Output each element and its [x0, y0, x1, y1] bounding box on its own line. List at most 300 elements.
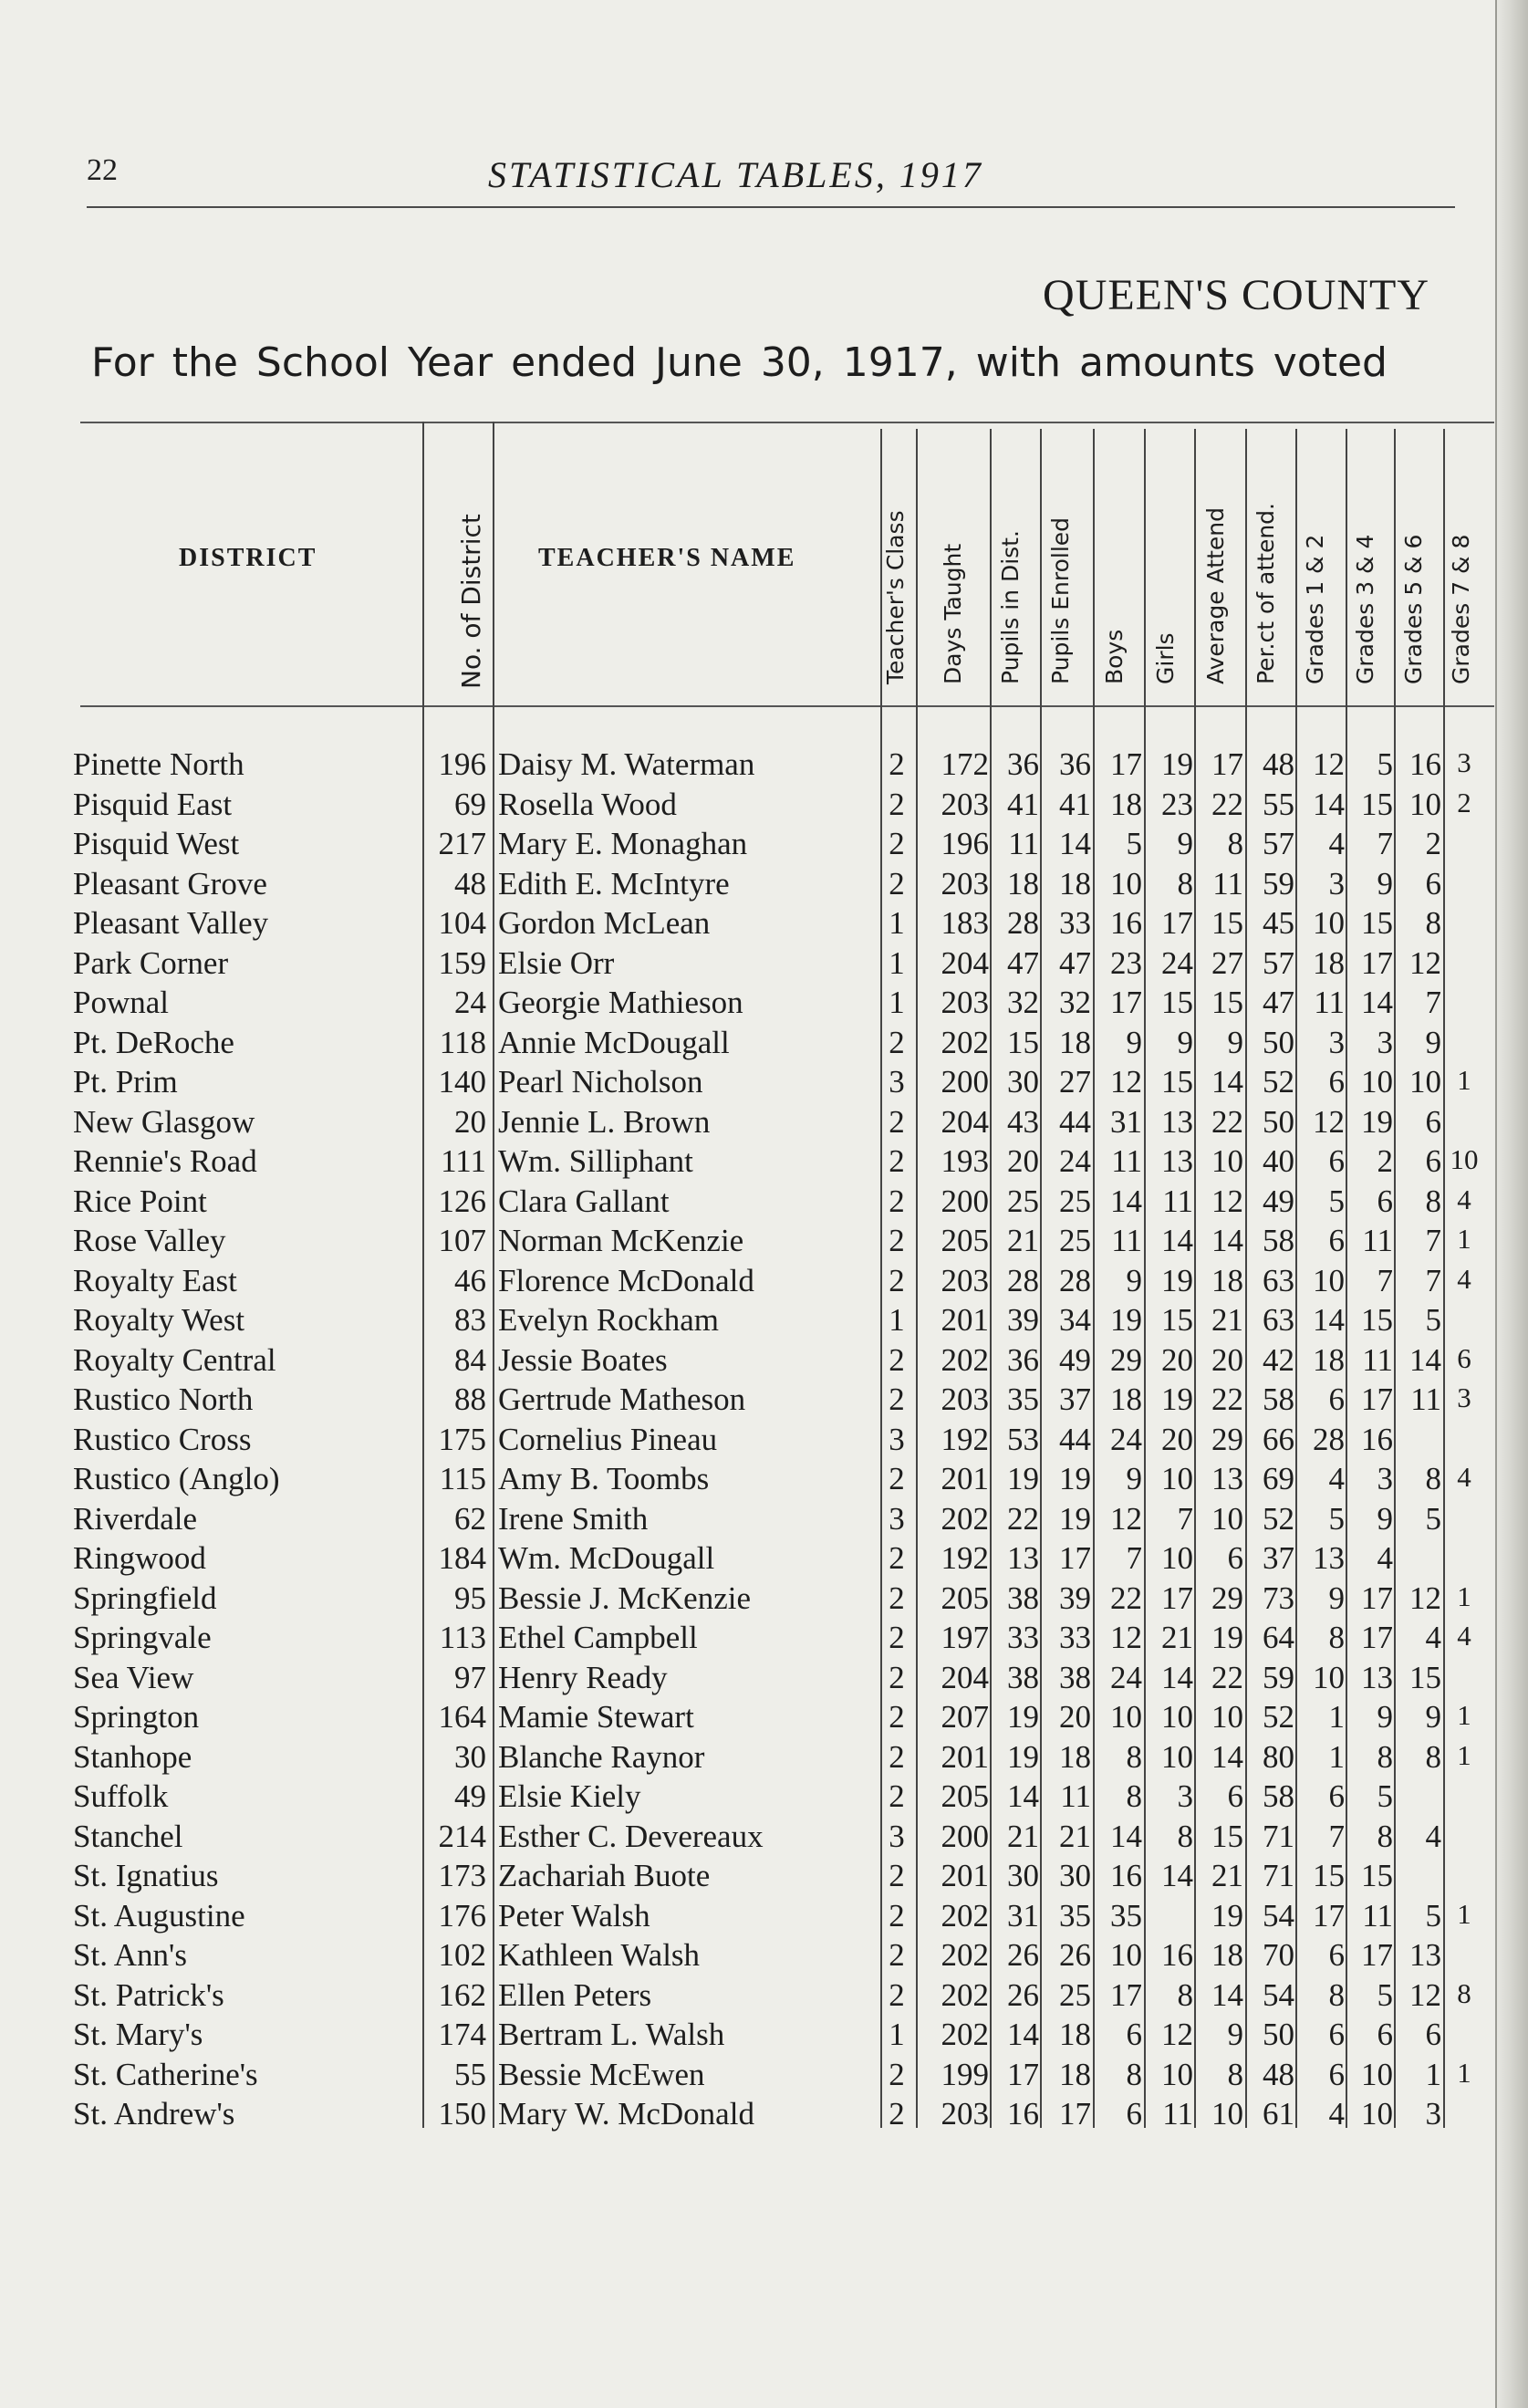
cell-grades-7-8: 3	[1457, 746, 1471, 778]
cell-days-taught: 203	[941, 985, 989, 1020]
cell-grades-1-2: 6	[1328, 1381, 1345, 1417]
cell-teachers-class: 2	[889, 1778, 905, 1814]
table-row	[0, 787, 1528, 826]
cell-no-of-district: 104	[438, 905, 486, 941]
cell-teachers-class: 2	[889, 1024, 905, 1060]
cell-boys: 16	[1110, 905, 1142, 941]
cell-percent-attend: 48	[1263, 2056, 1294, 2092]
column-girls: Girls	[1152, 632, 1179, 684]
cell-grades-1-2: 12	[1313, 1103, 1345, 1140]
cell-days-taught: 183	[941, 905, 989, 941]
cell-grades-5-6: 13	[1409, 1937, 1441, 1973]
table-row	[0, 1104, 1528, 1143]
cell-grades-3-4: 10	[1361, 2096, 1393, 2132]
cell-grades-5-6: 6	[1425, 2017, 1441, 2052]
cell-grades-7-8: 1	[1457, 2056, 1471, 2089]
column-grades-1-2: Grades 1 & 2	[1302, 534, 1328, 684]
column-boys: Boys	[1101, 629, 1128, 684]
cell-no-of-district: 150	[438, 2096, 486, 2132]
cell-grades-3-4: 6	[1377, 1183, 1393, 1219]
cell-pupils-in-dist: 19	[1007, 1699, 1039, 1735]
cell-girls: 15	[1161, 985, 1193, 1020]
cell-girls: 8	[1177, 1818, 1193, 1854]
cell-pupils-enrolled: 26	[1059, 1937, 1091, 1973]
cell-average-attend: 27	[1211, 944, 1243, 981]
cell-no-of-district: 20	[454, 1103, 486, 1140]
cell-boys: 9	[1126, 1461, 1142, 1496]
cell-teachers-class: 2	[889, 1540, 905, 1576]
cell-grades-3-4: 9	[1377, 1699, 1393, 1735]
cell-grades-5-6: 9	[1425, 1024, 1441, 1060]
cell-grades-3-4: 9	[1377, 865, 1393, 902]
cell-average-attend: 14	[1211, 1738, 1243, 1775]
cell-girls: 10	[1161, 1461, 1193, 1496]
cell-days-taught: 200	[941, 1818, 989, 1854]
cell-no-of-district: 173	[438, 1858, 486, 1893]
cell-days-taught: 207	[941, 1699, 989, 1735]
cell-percent-attend: 47	[1263, 985, 1294, 1020]
cell-grades-1-2: 7	[1328, 1818, 1345, 1854]
cell-boys: 17	[1110, 1976, 1142, 2013]
cell-pupils-enrolled: 28	[1059, 1262, 1091, 1298]
cell-grades-5-6: 8	[1425, 1461, 1441, 1496]
cell-pupils-enrolled: 18	[1059, 2056, 1091, 2092]
cell-grades-5-6: 7	[1425, 1223, 1441, 1258]
table-row	[0, 866, 1528, 905]
cell-grades-5-6: 5	[1425, 1897, 1441, 1934]
table-row	[0, 1540, 1528, 1579]
cell-no-of-district: 162	[438, 1976, 486, 2013]
cell-grades-3-4: 17	[1361, 1937, 1393, 1973]
column-days-taught: Days Taught	[940, 543, 966, 684]
cell-boys: 8	[1126, 2056, 1142, 2092]
cell-percent-attend: 45	[1263, 905, 1294, 941]
cell-no-of-district: 102	[438, 1937, 486, 1973]
cell-days-taught: 202	[941, 2017, 989, 2052]
cell-boys: 12	[1110, 1620, 1142, 1655]
table-row	[0, 1064, 1528, 1103]
cell-grades-3-4: 5	[1377, 1778, 1393, 1814]
cell-grades-3-4: 5	[1377, 1976, 1393, 2013]
cell-teacher-name: Florence McDonald	[498, 1262, 754, 1298]
cell-pupils-enrolled: 38	[1059, 1659, 1091, 1695]
table-row	[0, 1898, 1528, 1937]
column-pupils-in-dist: Pupils in Dist.	[997, 530, 1024, 684]
cell-percent-attend: 54	[1263, 1976, 1294, 2013]
cell-district: St. Mary's	[73, 2017, 203, 2052]
cell-grades-3-4: 19	[1361, 1103, 1393, 1140]
cell-pupils-enrolled: 35	[1059, 1897, 1091, 1934]
cell-grades-5-6: 8	[1425, 1183, 1441, 1219]
cell-no-of-district: 83	[454, 1302, 486, 1338]
cell-pupils-in-dist: 28	[1007, 1262, 1039, 1298]
cell-teachers-class: 2	[889, 1620, 905, 1655]
cell-boys: 31	[1110, 1103, 1142, 1140]
cell-teachers-class: 2	[889, 746, 905, 782]
table-row	[0, 1143, 1528, 1183]
cell-pupils-in-dist: 32	[1007, 985, 1039, 1020]
cell-teacher-name: Edith E. McIntyre	[498, 865, 730, 902]
cell-grades-5-6: 6	[1425, 1103, 1441, 1140]
cell-boys: 7	[1126, 1540, 1142, 1576]
cell-teacher-name: Wm. Silliphant	[498, 1143, 693, 1179]
cell-grades-1-2: 17	[1313, 1897, 1345, 1934]
cell-grades-1-2: 18	[1313, 1341, 1345, 1378]
cell-no-of-district: 174	[438, 2017, 486, 2052]
cell-percent-attend: 48	[1263, 746, 1294, 782]
cell-district: Rose Valley	[73, 1223, 226, 1258]
cell-girls: 10	[1161, 1540, 1193, 1576]
cell-grades-7-8: 10	[1450, 1143, 1479, 1175]
cell-pupils-enrolled: 18	[1059, 1738, 1091, 1775]
cell-girls: 14	[1161, 1858, 1193, 1893]
cell-teachers-class: 1	[889, 2017, 905, 2052]
table-row	[0, 1501, 1528, 1540]
table-row	[0, 1381, 1528, 1421]
cell-district: St. Augustine	[73, 1897, 245, 1934]
cell-boys: 10	[1110, 865, 1142, 902]
cell-boys: 6	[1126, 2017, 1142, 2052]
cell-pupils-enrolled: 34	[1059, 1302, 1091, 1338]
cell-grades-5-6: 8	[1425, 905, 1441, 941]
cell-grades-1-2: 5	[1328, 1500, 1345, 1537]
cell-teacher-name: Georgie Mathieson	[498, 985, 743, 1020]
cell-pupils-enrolled: 44	[1059, 1103, 1091, 1140]
cell-days-taught: 203	[941, 786, 989, 822]
cell-grades-3-4: 7	[1377, 1262, 1393, 1298]
cell-teacher-name: Wm. McDougall	[498, 1540, 715, 1576]
cell-days-taught: 200	[941, 1064, 989, 1100]
cell-average-attend: 18	[1211, 1937, 1243, 1973]
cell-grades-5-6: 10	[1409, 1064, 1441, 1100]
cell-average-attend: 17	[1211, 746, 1243, 782]
cell-teachers-class: 2	[889, 1738, 905, 1775]
cell-boys: 11	[1111, 1143, 1142, 1179]
cell-pupils-in-dist: 11	[1008, 826, 1039, 861]
cell-no-of-district: 164	[438, 1699, 486, 1735]
page-number: 22	[87, 153, 118, 187]
cell-no-of-district: 217	[438, 826, 486, 861]
cell-days-taught: 202	[941, 1937, 989, 1973]
cell-average-attend: 14	[1211, 1064, 1243, 1100]
cell-grades-1-2: 6	[1328, 1143, 1345, 1179]
cell-teacher-name: Zachariah Buote	[498, 1858, 711, 1893]
cell-pupils-in-dist: 41	[1007, 786, 1039, 822]
cell-grades-1-2: 6	[1328, 2017, 1345, 2052]
cell-pupils-in-dist: 19	[1007, 1738, 1039, 1775]
cell-pupils-enrolled: 41	[1059, 786, 1091, 822]
cell-grades-1-2: 18	[1313, 944, 1345, 981]
cell-pupils-enrolled: 37	[1059, 1381, 1091, 1417]
cell-grades-7-8: 1	[1457, 1897, 1471, 1930]
cell-boys: 16	[1110, 1858, 1142, 1893]
cell-pupils-enrolled: 18	[1059, 1024, 1091, 1060]
cell-girls: 20	[1161, 1341, 1193, 1378]
column-grades-3-4: Grades 3 & 4	[1352, 534, 1378, 684]
cell-girls: 14	[1161, 1223, 1193, 1258]
cell-grades-5-6: 6	[1425, 865, 1441, 902]
cell-days-taught: 204	[941, 1103, 989, 1140]
cell-teachers-class: 2	[889, 1262, 905, 1298]
table-subtitle: For the School Year ended June 30, 1917, with amounts voted	[91, 339, 1388, 386]
cell-pupils-enrolled: 17	[1059, 2096, 1091, 2132]
cell-pupils-enrolled: 25	[1059, 1183, 1091, 1219]
cell-grades-7-8: 8	[1457, 1976, 1471, 2009]
cell-district: Springfield	[73, 1579, 217, 1616]
cell-teacher-name: Jessie Boates	[498, 1341, 668, 1378]
table-row	[0, 1699, 1528, 1738]
cell-teachers-class: 2	[889, 1183, 905, 1219]
cell-girls: 17	[1161, 1579, 1193, 1616]
cell-boys: 23	[1110, 944, 1142, 981]
cell-pupils-enrolled: 18	[1059, 2017, 1091, 2052]
cell-boys: 22	[1110, 1579, 1142, 1616]
cell-average-attend: 9	[1227, 2017, 1243, 2052]
cell-girls: 9	[1177, 826, 1193, 861]
cell-grades-5-6: 7	[1425, 985, 1441, 1020]
cell-district: Royalty Central	[73, 1341, 276, 1378]
cell-percent-attend: 49	[1263, 1183, 1294, 1219]
cell-percent-attend: 52	[1263, 1699, 1294, 1735]
cell-days-taught: 203	[941, 1381, 989, 1417]
cell-teachers-class: 2	[889, 2056, 905, 2092]
cell-grades-1-2: 5	[1328, 1183, 1345, 1219]
cell-teachers-class: 2	[889, 1659, 905, 1695]
cell-percent-attend: 69	[1263, 1461, 1294, 1496]
cell-grades-7-8: 1	[1457, 1223, 1471, 1255]
column-grades-5-6: Grades 5 & 6	[1400, 534, 1427, 684]
cell-days-taught: 202	[941, 1024, 989, 1060]
cell-grades-3-4: 17	[1361, 1381, 1393, 1417]
cell-girls: 14	[1161, 1659, 1193, 1695]
column-teachers-class: Teacher's Class	[882, 510, 909, 684]
cell-days-taught: 172	[941, 746, 989, 782]
cell-pupils-in-dist: 21	[1007, 1818, 1039, 1854]
cell-percent-attend: 61	[1263, 2096, 1294, 2132]
cell-district: Springvale	[73, 1620, 212, 1655]
cell-teachers-class: 2	[889, 1699, 905, 1735]
cell-teacher-name: Kathleen Walsh	[498, 1937, 701, 1973]
table-row	[0, 746, 1528, 786]
cell-girls: 20	[1161, 1421, 1193, 1457]
cell-grades-1-2: 6	[1328, 2056, 1345, 2092]
cell-district: Park Corner	[73, 944, 229, 981]
cell-district: Rustico Cross	[73, 1421, 252, 1457]
cell-days-taught: 203	[941, 1262, 989, 1298]
cell-pupils-enrolled: 25	[1059, 1223, 1091, 1258]
cell-teachers-class: 2	[889, 1976, 905, 2013]
cell-percent-attend: 50	[1263, 2017, 1294, 2052]
cell-grades-7-8: 6	[1457, 1341, 1471, 1374]
cell-pupils-in-dist: 14	[1007, 2017, 1039, 2052]
cell-girls: 24	[1161, 944, 1193, 981]
cell-pupils-enrolled: 44	[1059, 1421, 1091, 1457]
cell-average-attend: 10	[1211, 1699, 1243, 1735]
cell-grades-5-6: 14	[1409, 1341, 1441, 1378]
cell-grades-3-4: 14	[1361, 985, 1393, 1020]
cell-grades-3-4: 5	[1377, 746, 1393, 782]
cell-pupils-in-dist: 31	[1007, 1897, 1039, 1934]
cell-teachers-class: 2	[889, 1461, 905, 1496]
table-row	[0, 826, 1528, 865]
cell-grades-5-6: 5	[1425, 1500, 1441, 1537]
cell-pupils-in-dist: 16	[1007, 2096, 1039, 2132]
cell-grades-1-2: 14	[1313, 786, 1345, 822]
cell-grades-1-2: 14	[1313, 1302, 1345, 1338]
cell-teacher-name: Jennie L. Brown	[498, 1103, 711, 1140]
column-percent-attend: Per.ct of attend.	[1253, 503, 1279, 684]
cell-no-of-district: 49	[454, 1778, 486, 1814]
column-grades-7-8: Grades 7 & 8	[1448, 534, 1474, 684]
cell-pupils-in-dist: 47	[1007, 944, 1039, 981]
cell-teacher-name: Mary E. Monaghan	[498, 826, 748, 861]
cell-days-taught: 202	[941, 1500, 989, 1537]
cell-no-of-district: 48	[454, 865, 486, 902]
cell-grades-3-4: 2	[1377, 1143, 1393, 1179]
cell-teacher-name: Norman McKenzie	[498, 1223, 744, 1258]
cell-grades-1-2: 10	[1313, 905, 1345, 941]
cell-girls: 15	[1161, 1064, 1193, 1100]
cell-girls: 3	[1177, 1778, 1193, 1814]
cell-girls: 13	[1161, 1103, 1193, 1140]
running-title: STATISTICAL TABLES, 1917	[488, 154, 983, 195]
cell-district: Suffolk	[73, 1778, 169, 1814]
cell-percent-attend: 52	[1263, 1500, 1294, 1537]
cell-percent-attend: 58	[1263, 1381, 1294, 1417]
table-top-rule	[80, 422, 1494, 423]
cell-average-attend: 8	[1227, 2056, 1243, 2092]
table-row	[0, 1977, 1528, 2017]
cell-no-of-district: 196	[438, 746, 486, 782]
cell-days-taught: 192	[941, 1421, 989, 1457]
cell-district: Sea View	[73, 1659, 194, 1695]
cell-girls: 19	[1161, 1381, 1193, 1417]
cell-grades-5-6: 9	[1425, 1699, 1441, 1735]
cell-percent-attend: 71	[1263, 1858, 1294, 1893]
cell-district: Riverdale	[73, 1500, 198, 1537]
cell-district: New Glasgow	[73, 1103, 255, 1140]
cell-grades-7-8: 1	[1457, 1579, 1471, 1612]
cell-teacher-name: Clara Gallant	[498, 1183, 670, 1219]
cell-pupils-enrolled: 33	[1059, 1620, 1091, 1655]
cell-teacher-name: Ellen Peters	[498, 1976, 652, 2013]
cell-grades-1-2: 3	[1328, 865, 1345, 902]
cell-teacher-name: Esther C. Devereaux	[498, 1818, 764, 1854]
cell-pupils-enrolled: 27	[1059, 1064, 1091, 1100]
cell-percent-attend: 59	[1263, 865, 1294, 902]
cell-boys: 18	[1110, 786, 1142, 822]
cell-grades-5-6: 12	[1409, 944, 1441, 981]
cell-percent-attend: 71	[1263, 1818, 1294, 1854]
cell-teacher-name: Amy B. Toombs	[498, 1461, 710, 1496]
cell-boys: 14	[1110, 1818, 1142, 1854]
cell-grades-3-4: 16	[1361, 1421, 1393, 1457]
cell-teachers-class: 2	[889, 1858, 905, 1893]
cell-pupils-in-dist: 36	[1007, 746, 1039, 782]
cell-district: Pt. DeRoche	[73, 1024, 234, 1060]
cell-grades-3-4: 15	[1361, 1302, 1393, 1338]
cell-teacher-name: Elsie Orr	[498, 944, 615, 981]
cell-percent-attend: 58	[1263, 1223, 1294, 1258]
cell-district: Rice Point	[73, 1183, 207, 1219]
cell-grades-3-4: 9	[1377, 1500, 1393, 1537]
cell-grades-5-6: 6	[1425, 1143, 1441, 1179]
cell-pupils-in-dist: 30	[1007, 1858, 1039, 1893]
cell-percent-attend: 58	[1263, 1778, 1294, 1814]
cell-boys: 18	[1110, 1381, 1142, 1417]
cell-days-taught: 193	[941, 1143, 989, 1179]
cell-no-of-district: 55	[454, 2056, 486, 2092]
cell-days-taught: 196	[941, 826, 989, 861]
table-row	[0, 1620, 1528, 1659]
cell-no-of-district: 97	[454, 1659, 486, 1695]
cell-pupils-enrolled: 30	[1059, 1858, 1091, 1893]
cell-grades-1-2: 4	[1328, 826, 1345, 861]
cell-grades-1-2: 28	[1313, 1421, 1345, 1457]
cell-boys: 10	[1110, 1937, 1142, 1973]
cell-district: Pleasant Valley	[73, 905, 269, 941]
cell-grades-5-6: 1	[1425, 2056, 1441, 2092]
cell-pupils-enrolled: 36	[1059, 746, 1091, 782]
cell-pupils-in-dist: 43	[1007, 1103, 1039, 1140]
cell-girls: 21	[1161, 1620, 1193, 1655]
table-row	[0, 1739, 1528, 1778]
table-row	[0, 2017, 1528, 2056]
cell-pupils-in-dist: 25	[1007, 1183, 1039, 1219]
table-row	[0, 1858, 1528, 1897]
cell-average-attend: 29	[1211, 1421, 1243, 1457]
cell-teacher-name: Peter Walsh	[498, 1897, 650, 1934]
cell-pupils-enrolled: 33	[1059, 905, 1091, 941]
cell-average-attend: 10	[1211, 1143, 1243, 1179]
cell-percent-attend: 57	[1263, 944, 1294, 981]
cell-district: St. Catherine's	[73, 2056, 258, 2092]
cell-days-taught: 201	[941, 1302, 989, 1338]
cell-no-of-district: 111	[441, 1143, 486, 1179]
cell-pupils-in-dist: 19	[1007, 1461, 1039, 1496]
cell-grades-5-6: 7	[1425, 1262, 1441, 1298]
cell-grades-1-2: 13	[1313, 1540, 1345, 1576]
table-row	[0, 1461, 1528, 1500]
cell-teachers-class: 2	[889, 1579, 905, 1616]
table-row	[0, 1342, 1528, 1381]
table-row	[0, 945, 1528, 985]
cell-no-of-district: 175	[438, 1421, 486, 1457]
cell-no-of-district: 140	[438, 1064, 486, 1100]
cell-grades-5-6: 4	[1425, 1620, 1441, 1655]
cell-average-attend: 22	[1211, 786, 1243, 822]
table-row	[0, 985, 1528, 1024]
cell-teacher-name: Bessie J. McKenzie	[498, 1579, 752, 1616]
column-pupils-enrolled: Pupils Enrolled	[1047, 516, 1074, 684]
cell-percent-attend: 54	[1263, 1897, 1294, 1934]
cell-grades-5-6: 3	[1425, 2096, 1441, 2132]
cell-grades-3-4: 11	[1362, 1223, 1393, 1258]
cell-girls: 17	[1161, 905, 1193, 941]
cell-district: Rustico North	[73, 1381, 254, 1417]
cell-district: Rustico (Anglo)	[73, 1461, 280, 1496]
cell-teacher-name: Bertram L. Walsh	[498, 2017, 725, 2052]
cell-no-of-district: 69	[454, 786, 486, 822]
cell-teachers-class: 2	[889, 1143, 905, 1179]
cell-girls: 23	[1161, 786, 1193, 822]
cell-days-taught: 203	[941, 2096, 989, 2132]
cell-no-of-district: 84	[454, 1341, 486, 1378]
cell-teachers-class: 2	[889, 1103, 905, 1140]
cell-boys: 8	[1126, 1778, 1142, 1814]
cell-grades-7-8: 2	[1457, 786, 1471, 818]
cell-district: Pinette North	[73, 746, 244, 782]
